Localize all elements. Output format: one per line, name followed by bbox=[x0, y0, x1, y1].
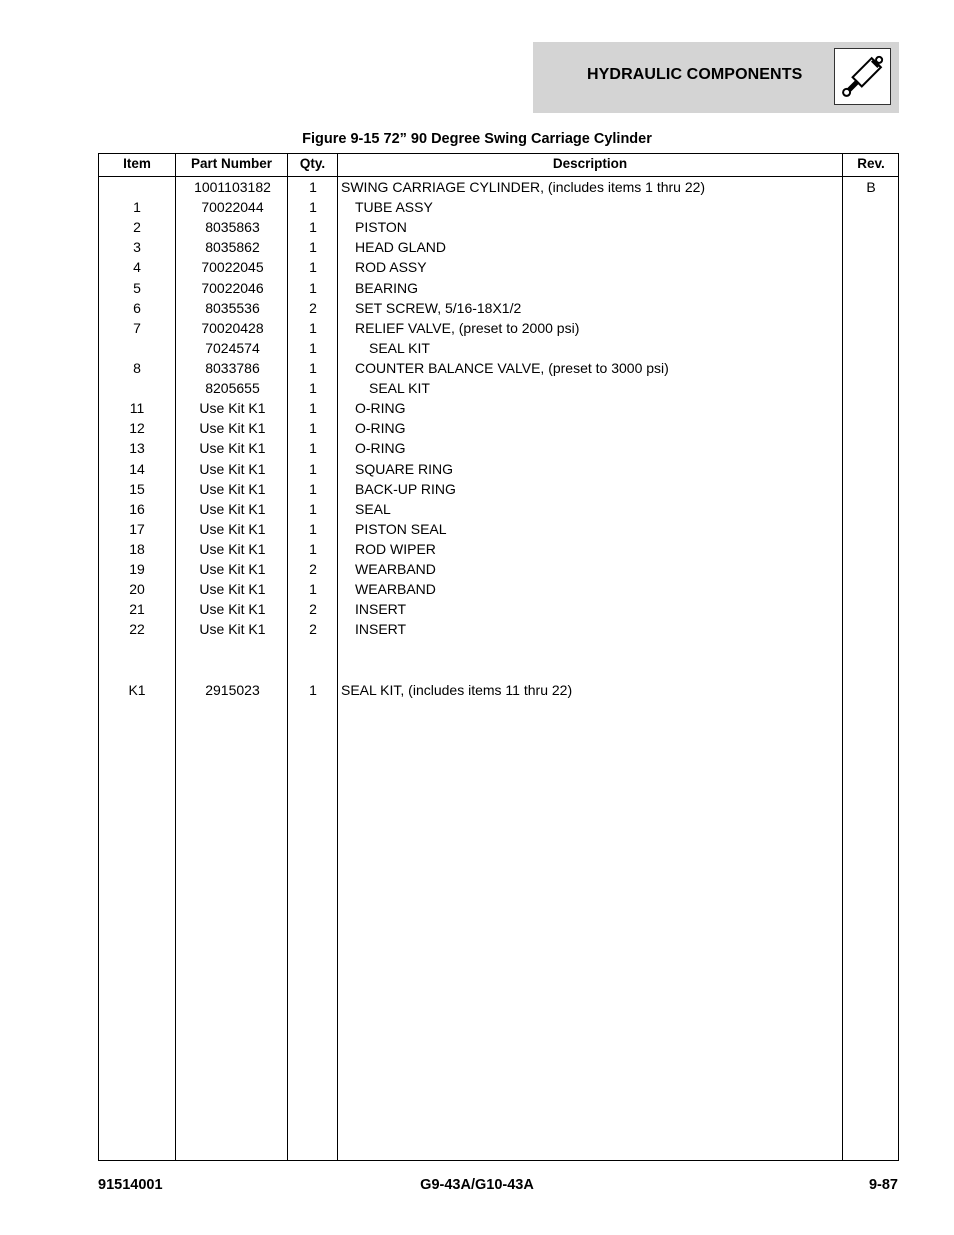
table-row bbox=[99, 459, 898, 479]
item-cell: 18 bbox=[129, 540, 145, 557]
hydraulic-cylinder-icon bbox=[834, 48, 891, 105]
part-number-cell: Use Kit K1 bbox=[199, 520, 266, 537]
table-row bbox=[99, 579, 898, 599]
item-cell: 5 bbox=[133, 279, 141, 296]
table-row bbox=[99, 257, 898, 277]
description-cell: HEAD GLAND bbox=[355, 239, 447, 256]
table-row bbox=[99, 378, 898, 398]
qty-cell: 2 bbox=[309, 299, 317, 316]
part-number-cell: Use Kit K1 bbox=[199, 500, 266, 517]
column-header-part-number: Part Number bbox=[190, 156, 273, 171]
qty-cell: 1 bbox=[309, 540, 317, 557]
table-row bbox=[99, 177, 898, 197]
description-cell: SQUARE RING bbox=[355, 460, 454, 477]
part-number-cell: 1001103182 bbox=[194, 179, 271, 195]
table-row bbox=[99, 418, 898, 438]
column-header-item: Item bbox=[123, 156, 151, 171]
qty-cell: 1 bbox=[309, 239, 317, 256]
part-number-cell: 8205655 bbox=[205, 380, 260, 397]
item-cell: 14 bbox=[129, 460, 145, 477]
part-number-cell: 70020428 bbox=[201, 319, 264, 336]
rev-cell: B bbox=[866, 179, 876, 195]
description-cell: BEARING bbox=[355, 279, 419, 296]
description-cell: O-RING bbox=[355, 440, 406, 457]
part-number-cell: Use Kit K1 bbox=[199, 540, 266, 557]
part-number-cell: 8033786 bbox=[205, 359, 260, 376]
qty-cell: 1 bbox=[309, 199, 317, 216]
part-number-cell: 8035536 bbox=[205, 299, 260, 316]
qty-cell: 1 bbox=[309, 420, 317, 437]
table-row bbox=[99, 559, 898, 579]
parts-table-body bbox=[99, 177, 898, 700]
model-number: G9-43A/G10-43A bbox=[420, 1177, 534, 1193]
table-row bbox=[99, 197, 898, 217]
item-cell: 13 bbox=[129, 440, 145, 457]
qty-cell: 1 bbox=[309, 400, 317, 417]
part-number-cell: Use Kit K1 bbox=[199, 581, 266, 598]
description-cell: SEAL KIT bbox=[369, 339, 430, 356]
item-cell: K1 bbox=[128, 681, 146, 698]
figure-title: Figure 9-15 72” 90 Degree Swing Carriage Cylinder bbox=[302, 131, 652, 147]
description-cell: O-RING bbox=[355, 420, 406, 437]
part-number-cell: Use Kit K1 bbox=[199, 440, 266, 457]
part-number-cell: Use Kit K1 bbox=[199, 400, 266, 417]
item-cell: 7 bbox=[133, 319, 141, 336]
table-spacer-row bbox=[99, 640, 898, 680]
part-number-cell: 2915023 bbox=[205, 681, 260, 698]
table-row bbox=[99, 680, 898, 700]
qty-cell: 2 bbox=[309, 621, 317, 638]
table-row bbox=[99, 217, 898, 237]
column-header-description: Description bbox=[552, 156, 628, 171]
qty-cell: 1 bbox=[309, 520, 317, 537]
description-cell: ROD WIPER bbox=[355, 540, 436, 557]
qty-cell: 1 bbox=[309, 440, 317, 457]
item-cell: 8 bbox=[133, 359, 141, 376]
item-cell: 4 bbox=[133, 259, 141, 276]
qty-cell: 1 bbox=[309, 319, 317, 336]
description-cell: COUNTER BALANCE VALVE, (preset to 3000 psi) bbox=[355, 359, 669, 376]
item-cell: 20 bbox=[129, 581, 145, 598]
qty-cell: 1 bbox=[309, 359, 317, 376]
table-row bbox=[99, 539, 898, 559]
part-number-cell: Use Kit K1 bbox=[199, 561, 266, 578]
page-number: 9-87 bbox=[868, 1177, 898, 1193]
part-number-cell: 7024574 bbox=[205, 339, 260, 356]
part-number-cell: Use Kit K1 bbox=[199, 480, 266, 497]
qty-cell: 1 bbox=[309, 259, 317, 276]
qty-cell: 2 bbox=[309, 561, 317, 578]
item-cell: 2 bbox=[133, 219, 141, 236]
description-cell: SEAL bbox=[355, 500, 391, 517]
qty-cell: 1 bbox=[309, 219, 317, 236]
table-row bbox=[99, 619, 898, 639]
table-row bbox=[99, 599, 898, 619]
item-cell: 11 bbox=[129, 400, 145, 417]
description-cell: RELIEF VALVE, (preset to 2000 psi) bbox=[355, 319, 580, 336]
table-row bbox=[99, 278, 898, 298]
part-number-cell: Use Kit K1 bbox=[199, 460, 266, 477]
item-cell: 21 bbox=[129, 601, 145, 618]
description-cell: INSERT bbox=[355, 621, 407, 638]
table-row bbox=[99, 338, 898, 358]
item-cell: 6 bbox=[133, 299, 141, 316]
part-number-cell: Use Kit K1 bbox=[199, 621, 266, 638]
parts-table bbox=[98, 153, 899, 1161]
item-cell: 16 bbox=[129, 500, 145, 517]
item-cell: 15 bbox=[129, 480, 145, 497]
table-row bbox=[99, 318, 898, 338]
description-cell: O-RING bbox=[355, 400, 406, 417]
description-cell: SEAL KIT bbox=[369, 380, 430, 397]
description-cell: INSERT bbox=[355, 601, 407, 618]
item-cell: 3 bbox=[133, 239, 141, 256]
item-cell: 12 bbox=[129, 420, 145, 437]
description-cell: PISTON bbox=[355, 219, 407, 236]
table-row bbox=[99, 438, 898, 458]
document-number: 91514001 bbox=[98, 1177, 163, 1193]
part-number-cell: 70022046 bbox=[201, 279, 264, 296]
part-number-cell: 70022045 bbox=[201, 259, 264, 276]
description-cell: TUBE ASSY bbox=[355, 199, 433, 216]
qty-cell: 1 bbox=[309, 460, 317, 477]
table-row bbox=[99, 398, 898, 418]
item-cell: 22 bbox=[129, 621, 145, 638]
description-cell: WEARBAND bbox=[355, 581, 436, 598]
part-number-cell: 8035862 bbox=[205, 239, 260, 256]
qty-cell: 2 bbox=[309, 601, 317, 618]
item-cell: 19 bbox=[129, 561, 145, 578]
qty-cell: 1 bbox=[309, 480, 317, 497]
qty-cell: 1 bbox=[309, 380, 317, 397]
description-cell: SWING CARRIAGE CYLINDER, (includes items 1 thru 22) bbox=[341, 179, 706, 195]
column-header-rev: Rev. bbox=[857, 156, 885, 171]
column-header-qty: Qty. bbox=[299, 156, 326, 171]
item-cell: 17 bbox=[129, 520, 145, 537]
part-number-cell: Use Kit K1 bbox=[199, 420, 266, 437]
section-title: HYDRAULIC COMPONENTS bbox=[587, 66, 803, 83]
description-cell: BACK-UP RING bbox=[355, 480, 456, 497]
part-number-cell: 8035863 bbox=[205, 219, 260, 236]
table-row bbox=[99, 499, 898, 519]
description-cell: ROD ASSY bbox=[355, 259, 427, 276]
description-cell: WEARBAND bbox=[355, 561, 436, 578]
table-row bbox=[99, 519, 898, 539]
qty-cell: 1 bbox=[309, 681, 317, 698]
part-number-cell: Use Kit K1 bbox=[199, 601, 266, 618]
qty-cell: 1 bbox=[309, 581, 317, 598]
description-cell: PISTON SEAL bbox=[355, 520, 447, 537]
table-row bbox=[99, 298, 898, 318]
qty-cell: 1 bbox=[309, 339, 317, 356]
description-cell: SET SCREW, 5/16-18X1/2 bbox=[355, 299, 522, 316]
item-cell: 1 bbox=[133, 199, 141, 216]
table-row bbox=[99, 358, 898, 378]
part-number-cell: 70022044 bbox=[201, 199, 264, 216]
description-cell: SEAL KIT, (includes items 11 thru 22) bbox=[341, 681, 573, 698]
qty-cell: 1 bbox=[309, 279, 317, 296]
table-row bbox=[99, 237, 898, 257]
qty-cell: 1 bbox=[309, 500, 317, 517]
table-row bbox=[99, 479, 898, 499]
qty-cell: 1 bbox=[309, 179, 317, 195]
